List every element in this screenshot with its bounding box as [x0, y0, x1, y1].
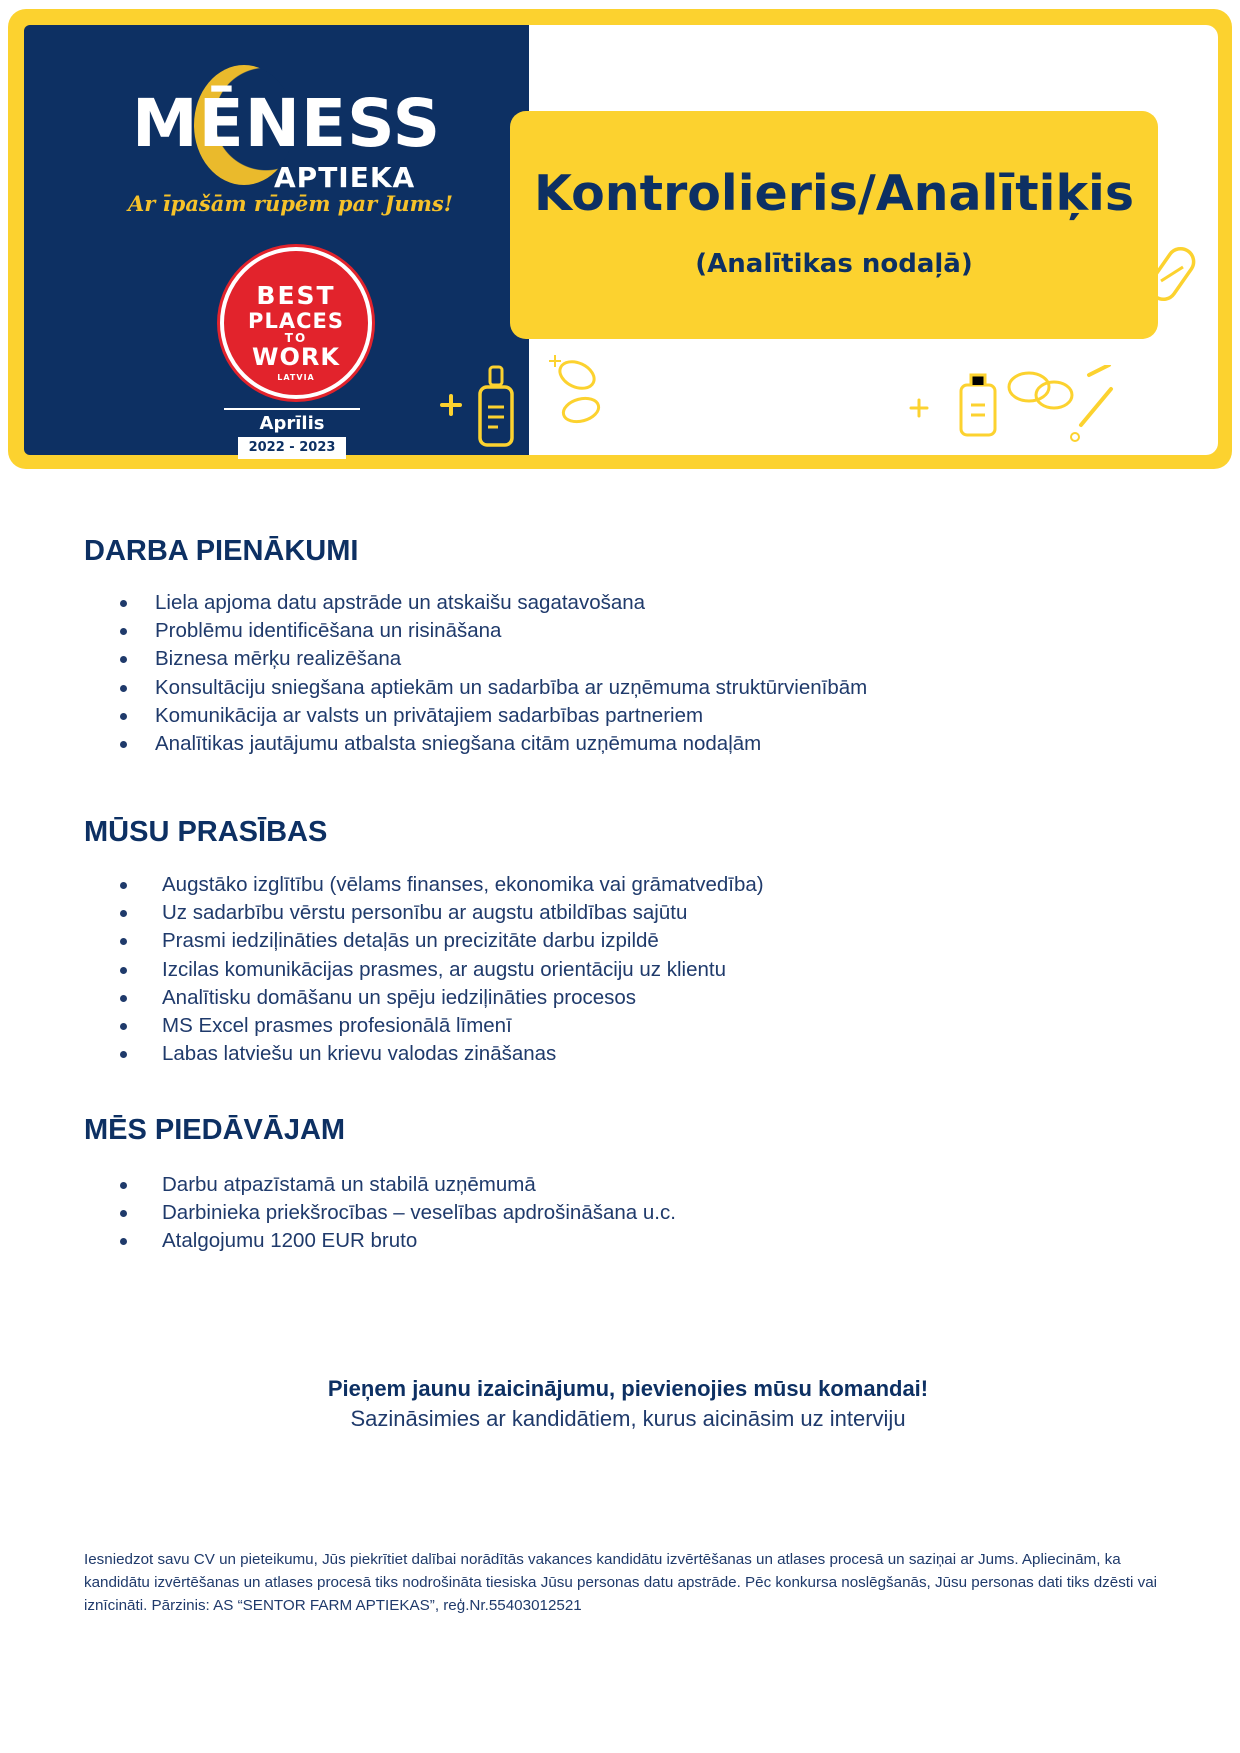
list-item: Atalgojumu 1200 EUR bruto [162, 1227, 676, 1255]
banner-brand-panel [24, 25, 529, 455]
list-item: Konsultāciju sniegšana aptiekām un sadarbība ar uzņēmuma struktūrvienībām [155, 674, 867, 702]
job-title-box [510, 111, 1158, 339]
badge-country: LATVIA [277, 373, 315, 382]
list-item: Liela apjoma datu apstrāde un atskaišu sagatavošana [155, 589, 867, 617]
list-item: Problēmu identificēšana un risināšana [155, 617, 867, 645]
badge-line-best: BEST [256, 281, 336, 310]
legal-notice: Iesniedzot savu CV un pieteikumu, Jūs piekrītiet dalībai norādītās vakances kandidātu izvērtēšanas un atlases procesā un saziņai ar Jums. Apliecinām, ka kandidātu izvērtēšanas un atlases procesā tiks nodrošināta tiesiska Jūsu personas datu apstrāde. Pēc konkursa noslēgšanās, Jūsu personas dati tiks dzēsti vai iznīcināti. Pārzinis: AS “SENTOR FARM APTIEKAS”, reģ.Nr.55403012521 [84, 1551, 1158, 1614]
section-title-requirements: MŪSU PRASĪBAS [84, 816, 328, 848]
list-item: Biznesa mērķu realizēšana [155, 645, 867, 673]
duties-list [155, 589, 867, 758]
badge-month: Aprīlis [259, 413, 325, 434]
list-item: Labas latviešu un krievu valodas zināšanas [162, 1040, 764, 1068]
dropper-bottle-icon [474, 365, 518, 451]
section-title-offer: MĒS PIEDĀVĀJAM [84, 1114, 346, 1146]
list-item: Darbu atpazīstamā un stabilā uzņēmumā [162, 1171, 676, 1199]
plus-icon [439, 393, 463, 417]
list-item: Izcilas komunikācijas prasmes, ar augstu orientāciju uz klientu [162, 956, 764, 984]
list-item: Prasmi iedziļināties detaļās un precizitāte darbu izpildē [162, 927, 764, 955]
cta-text: Sazināsimies ar kandidātiem, kurus aicināsim uz interviju [350, 1406, 906, 1431]
list-item: Augstāko izglītību (vēlams finanses, ekonomika vai grāmatvedība) [162, 871, 764, 899]
brand-slogan: Ar īpašām rūpēm par Jums! [128, 191, 453, 216]
list-item: MS Excel prasmes profesionālā līmenī [162, 1012, 764, 1040]
requirements-list [162, 871, 764, 1068]
brand-subname: APTIEKA [274, 161, 416, 194]
offer-list [162, 1171, 676, 1256]
tablet-icon [547, 355, 637, 435]
badge-line-places: PLACES [248, 309, 344, 333]
badge-line-to: TO [284, 331, 308, 345]
pharmacy-items-icon [909, 365, 1209, 455]
list-item: Darbinieka priekšrocības – veselības apdrošināšana u.c. [162, 1199, 676, 1227]
badge-line-work: WORK [252, 343, 340, 371]
job-title: Kontrolieris/Analītiķis [534, 165, 1134, 222]
brand-name: MĒNESS [132, 85, 442, 162]
list-item: Analītikas jautājumu atbalsta sniegšana citām uzņēmuma nodaļām [155, 730, 867, 758]
section-title-duties: DARBA PIENĀKUMI [84, 535, 359, 567]
cta-headline: Pieņem jaunu izaicinājumu, pievienojies mūsu komandai! [327, 1376, 929, 1401]
hero-banner [8, 9, 1232, 469]
list-item: Uz sadarbību vērstu personību ar augstu atbildības sajūtu [162, 899, 764, 927]
badge-years: 2022 - 2023 [238, 437, 346, 459]
job-department: (Analītikas nodaļā) [695, 249, 973, 279]
list-item: Analītisku domāšanu un spēju iedziļināties procesos [162, 984, 764, 1012]
badge-divider [224, 408, 360, 410]
list-item: Komunikācija ar valsts un privātajiem sadarbības partneriem [155, 702, 867, 730]
best-places-to-work-badge [220, 247, 372, 399]
